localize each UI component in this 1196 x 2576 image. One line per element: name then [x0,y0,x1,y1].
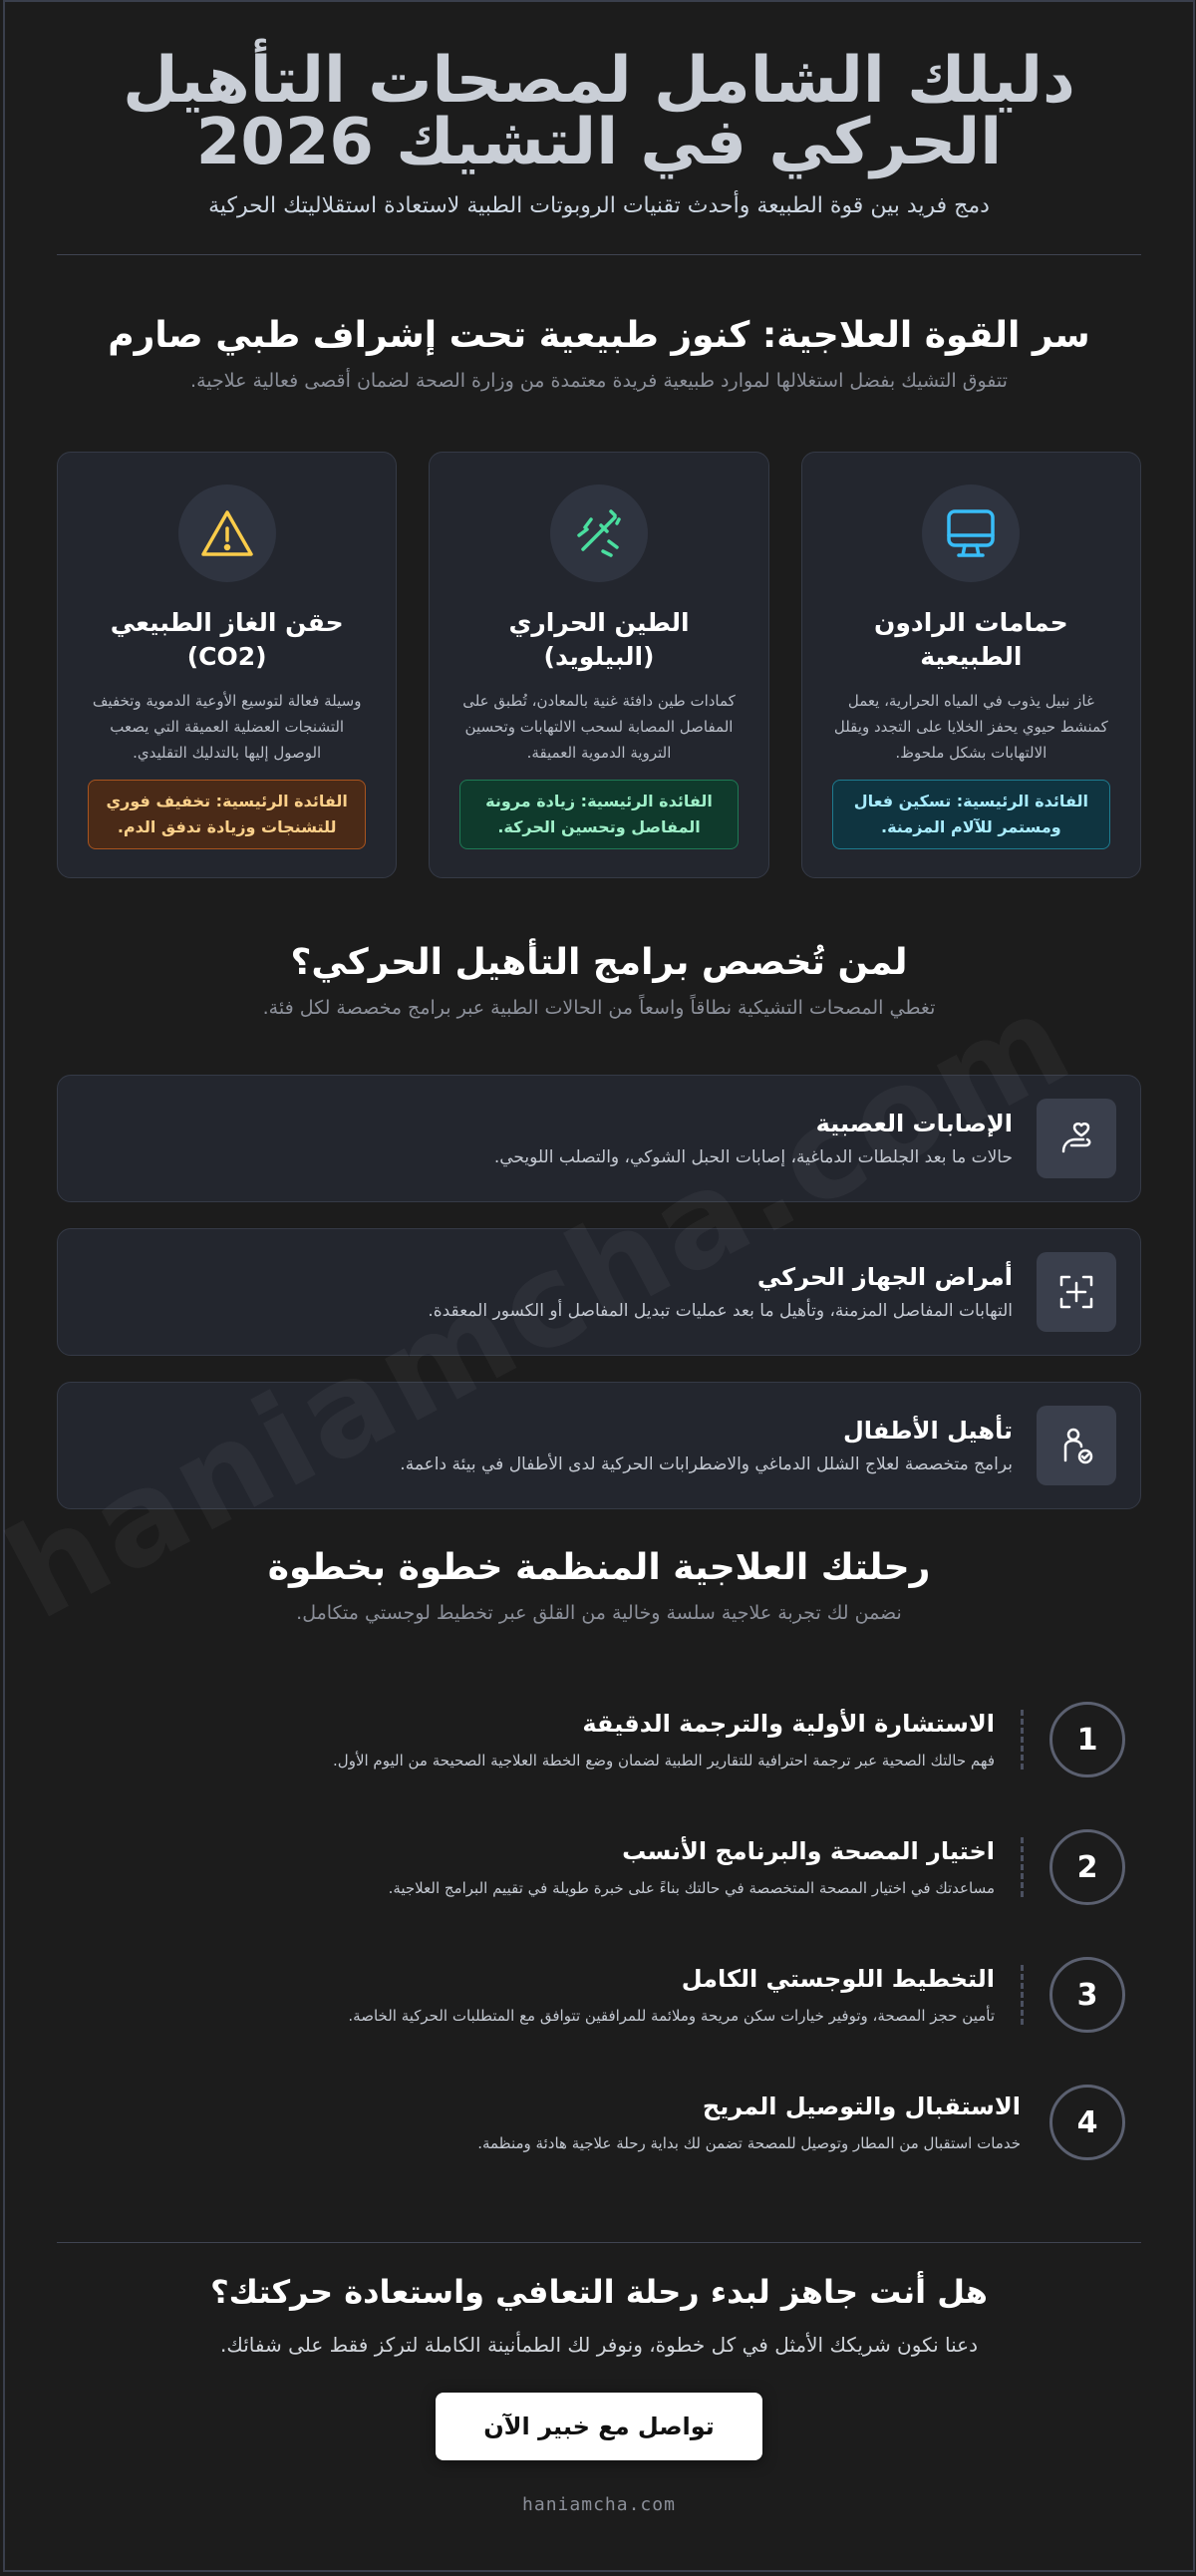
page-title [58,44,1142,179]
audience-section [58,942,1142,1509]
card-desc: وسيلة فعالة لتوسيع الأوعية الدموية وتخفيف التشنجات العضلية العميقة التي يصعب الوصول إليها بالتدليك التقليدي. [93,692,363,762]
step-desc: خدمات استقبال من المطار وتوصيل للمصحة تضمن لك بداية رحلة علاجية هادئة ومنظمة. [478,2134,1022,2152]
list-item-desc: برامج متخصصة لعلاج الشلل الدماغي والاضطرابات الحركية لدى الأطفال في بيئة داعمة. [401,1454,1014,1474]
divider [58,254,1142,255]
step-title: الاستقبال والتوصيل المريح [703,2093,1022,2120]
journey-subtitle: نضمن لك تجربة علاجية سلسة وخالية من القلق عبر تخطيط لوجستي متكامل. [297,1602,903,1624]
warning-icon [179,484,277,582]
treatment-cards [58,452,1142,878]
hand-heart-icon [1038,1099,1117,1178]
list-item-title: أمراض الجهاز الحركي [757,1263,1014,1291]
step-item [74,1931,1126,2059]
hero [58,2,1142,218]
audience-title: لمن تُخصص برامج التأهيل الحركي؟ [291,942,909,983]
step-item [74,1803,1126,1931]
benefit-badge: الفائدة الرئيسية: تسكين فعال ومستمر للآلام المزمنة. [833,780,1111,849]
list-item-title: تأهيل الأطفال [843,1417,1014,1445]
benefit-badge: الفائدة الرئيسية: زيادة مرونة المفاصل وتحسين الحركة. [460,780,739,849]
treatment-subtitle: تتفوق التشيك بفضل استغلالها لموارد طبيعية فريدة معتمدة من وزارة الصحة لضمان أقصى فعالية علاجية. [191,370,1009,392]
list-item-title: الإصابات العصبية [816,1110,1014,1137]
list-item [58,1382,1142,1509]
list-item-desc: التهابات المفاصل المزمنة، وتأهيل ما بعد عمليات تبديل المفاصل أو الكسور المعقدة. [429,1301,1014,1321]
step-number: 4 [1050,2085,1126,2160]
list-item [58,1075,1142,1202]
treatment-title: سر القوة العلاجية: كنوز طبيعية تحت إشراف طبي صارم [109,315,1091,356]
card-desc: كمادات طين دافئة غنية بالمعادن، تُطبق على المفاصل المصابة لسحب الالتهابات وتحسين التروية الدموية العميقة. [463,692,737,762]
page-subtitle: دمج فريد بين قوة الطبيعة وأحدث تقنيات الروبوتات الطبية لاستعادة استقلاليتك الحركية [209,193,991,218]
card-desc: غاز نبيل يذوب في المياه الحرارية، يعمل كمنشط حيوي يحفز الخلايا على التجدد ويقلل الالتهابات بشكل ملحوظ. [834,692,1109,762]
audience-subtitle: تغطي المصحات التشيكية نطاقاً واسعاً من الحالات الطبية عبر برامج مخصصة لكل فئة. [263,997,937,1019]
cta-subtitle: دعنا نكون شريكك الأمثل في كل خطوة، ونوفر لك الطمأنينة الكاملة لتركز فقط على شفائك. [220,2333,980,2357]
cta-title: هل أنت جاهز لبدء رحلة التعافي واستعادة حركتك؟ [211,2273,989,2311]
step-item [74,2059,1126,2186]
page-frame [4,0,1196,2572]
benefit-badge: الفائدة الرئيسية: تخفيف فوري للتشنجات وزيادة تدفق الدم. [89,780,367,849]
card-title: حمامات الرادون الطبيعية [875,608,1069,671]
footer-site: haniamcha.com [523,2494,677,2515]
journey-section [58,1547,1142,2186]
step-connector [1022,1837,1025,1897]
step-item [74,1676,1126,1803]
treatment-section [58,315,1142,878]
step-connector [1022,1710,1025,1770]
contact-expert-button[interactable]: تواصل مع خبير الآن [437,2393,763,2460]
focus-scan-icon [1038,1252,1117,1332]
card-radon-baths [802,452,1142,878]
step-number: 2 [1050,1829,1126,1905]
step-desc: تأمين حجز المصحة، وتوفير خيارات سكن مريحة وملائمة للمرافقين تتوافق مع المتطلبات الحركية الخاصة. [349,2007,996,2025]
step-number: 1 [1050,1702,1126,1777]
step-title: اختيار المصحة والبرنامج الأنسب [623,1837,996,1865]
cta-section [58,2273,1142,2515]
list-item-desc: حالات ما بعد الجلطات الدماغية، إصابات الحبل الشوكي، والتصلب اللويحي. [494,1147,1014,1167]
card-co2-injection [58,452,398,878]
step-desc: فهم حالتك الصحية عبر ترجمة احترافية للتقارير الطبية لضمان وضع الخطة العلاجية الصحيحة من اليوم الأول. [334,1752,996,1770]
step-connector [1022,1965,1025,2025]
journey-title: رحلتك العلاجية المنظمة خطوة بخطوة [268,1547,932,1588]
step-number: 3 [1050,1957,1126,2033]
divider [58,2242,1142,2243]
child-care-icon [1038,1406,1117,1485]
monitor-icon [923,484,1021,582]
step-title: التخطيط اللوجستي الكامل [682,1965,996,1993]
step-title: الاستشارة الأولية والترجمة الدقيقة [583,1710,996,1738]
page-title-line1: دليلك الشامل لمصحات التأهيل [124,44,1076,118]
steps-list [58,1676,1142,2186]
sparkle-wand-icon [551,484,649,582]
card-title: الطين الحراري (البيلويد) [509,608,691,671]
card-peloid-mud [430,452,769,878]
page-title-line2: الحركي في التشيك 2026 [196,106,1004,179]
list-item [58,1228,1142,1356]
card-title: حقن الغاز الطبيعي (CO2) [111,608,345,671]
step-desc: مساعدتك في اختيار المصحة المتخصصة في حالتك بناءً على خبرة طويلة في تقييم البرامج العلاجية. [389,1879,996,1897]
audience-list [58,1075,1142,1509]
